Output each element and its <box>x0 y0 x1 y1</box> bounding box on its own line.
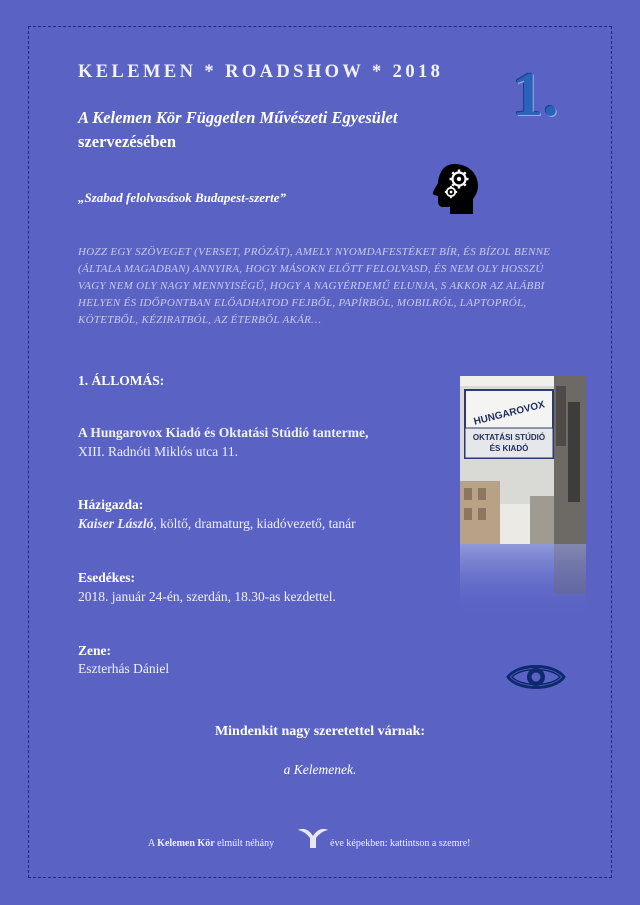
closing-line: Mindenkit nagy szeretettel várnak: <box>214 724 426 739</box>
footer-org: Kelemen Kör <box>157 838 215 849</box>
bird-icon <box>296 826 330 850</box>
venue-name: A Hungarovox Kiadó és Oktatási Stúdió tanterme, <box>78 425 369 440</box>
host-info <box>78 516 356 532</box>
eye-icon[interactable] <box>506 660 566 694</box>
sign-line-1: OKTATÁSI STÚDIÓ <box>472 433 546 442</box>
host-name: Kaiser László <box>78 516 154 531</box>
event-subtitle: „Szabad felolvasások Budapest-szerte” <box>78 190 286 205</box>
venue-address: XIII. Radnóti Miklós utca 11. <box>78 444 238 459</box>
due-label: Esedékes: <box>78 570 135 585</box>
signature-name: a Kelemenek <box>283 762 353 777</box>
due-date: 2018. január 24-én, szerdán, 18.30-as kezdettel. <box>78 589 336 604</box>
station-label: 1. ÁLLOMÁS: <box>78 373 165 388</box>
head-gears-icon <box>432 162 480 216</box>
event-number: 1. <box>512 61 559 129</box>
page-title: KELEMEN * ROADSHOW * 2018 <box>78 62 444 82</box>
sign-top: HUNGAROVOX <box>472 399 547 428</box>
sign-line-2: ÉS KIADÓ <box>489 444 529 453</box>
organizer-line: A Kelemen Kör Független Művészeti Egyesület <box>78 108 398 127</box>
host-role: , költő, dramaturg, kiadóvezető, tanár <box>153 516 356 531</box>
music-label: Zene: <box>78 643 111 658</box>
closing-signature: a Kelemenek. <box>283 762 357 777</box>
venue-photo <box>460 376 586 616</box>
footer-caption-end: éve képekben: kattintson a szemre! <box>330 838 471 849</box>
host-label: Házigazda: <box>78 497 144 512</box>
footer-caption: A Kelemen Kör elmúlt néhány <box>148 838 275 849</box>
music-performer: Eszterhás Dániel <box>78 661 170 676</box>
event-description: HOZZ EGY SZÖVEGET (VERSET, PRÓZÁT), AMELY NYOMDAFESTÉKET BÍR, ÉS BÍZOL BENNE (ÁLTALA MAGADBAN) ANNYIRA, HOGY MÁSOKN ELŐTT FELOLVASD, ÉS NEM OLY HOSSZÚ VAGY NEM OLY NAGY MENNYISÉGŰ, HOGY A NAGYÉRDEMŰ ELUNJA, S AKKOR AZ ALÁBBI HELYEN ÉS IDŐPONTBAN ELŐADHATOD FEJBŐL, PAPÍRBÓL, MOBILRÓL, LAPTOPRÓL, KÖTETBŐL, KÉZIRATBÓL, AZ ÉTERBŐL AKÁR… <box>78 246 551 326</box>
organizer-line-2: szervezésében <box>78 132 177 151</box>
